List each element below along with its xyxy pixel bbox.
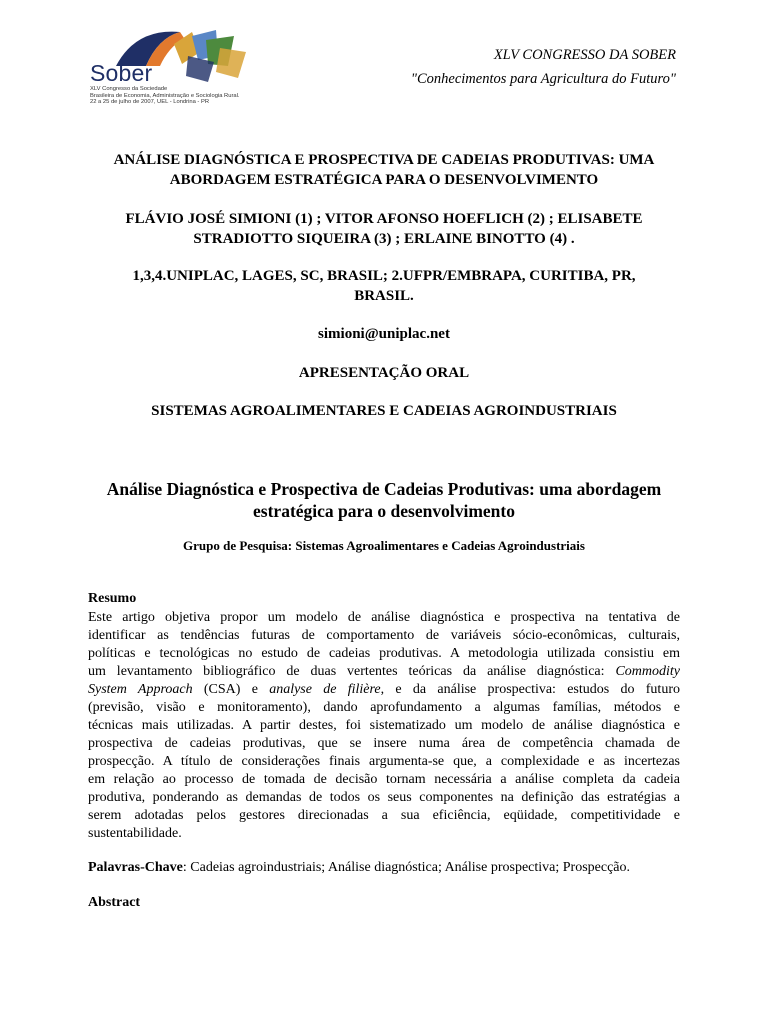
keywords [88,860,680,876]
affiliations: 1,3,4.UNIPLAC, LAGES, SC, BRASIL; 2.UFPR/EMBRAPA, CURITIBA, PR, BRASIL. [132,268,636,304]
resumo-line: serem adotadas pelos gestores direcionadas a sua eficiência, eqüidade, competitividade e [88,808,680,823]
sober-logo [88,26,268,114]
session-name: SISTEMAS AGROALIMENTARES E CADEIAS AGROINDUSTRIAIS [151,403,617,419]
resumo-heading: Resumo [88,591,137,606]
resumo-line: prospecção. A título de considerações finais argumenta-se que, a complexidade e as incertezas [88,754,680,769]
logo-name: Sober [90,60,153,86]
resumo-body [88,609,680,843]
resumo-line: políticas e tecnológicas no estudo de cadeias produtivas. A metodologia utilizada consistiu em [88,646,680,661]
keywords-text: : Cadeias agroindustriais; Análise diagnóstica; Análise prospectiva; Prospecção. [182,860,631,875]
resumo-line: Este artigo objetiva propor um modelo de análise diagnóstica e prospectiva na tentativa de [88,610,680,625]
author-email: simioni@uniplac.net [318,326,450,342]
resumo-line: prospectiva de cadeias produtivas, que se insere numa área de competência chamada de [88,736,680,751]
logo-subtitle: XLV Congresso da Sociedade Brasileira de Economia, Administração e Sociologia Rural. 22 a 25 de julho de 2007, UEL - Londrina - PR [90,86,240,106]
resumo-line: técnicas mais utilizadas. A partir destes, foi sistematizado um modelo de análise diagnóstica e [88,718,680,733]
keywords-label: Palavras-Chave [88,860,183,875]
conference-title: XLV CONGRESSO DA SOBER [493,47,676,63]
research-group: Grupo de Pesquisa: Sistemas Agroalimentares e Cadeias Agroindustriais [183,538,585,553]
resumo-line: em relação ao processo de tomada de decisão tornam necessária a análise completa da cadeia [88,772,680,787]
resumo-line: identificar as tendências futuras de comportamento de variáveis sócio-econômicas, culturais, [88,628,680,643]
presentation-type: APRESENTAÇÃO ORAL [298,365,470,381]
paper-title: Análise Diagnóstica e Prospectiva de Cadeias Produtivas: uma abordagem estratégica para o desenvolvimento [106,479,662,521]
conference-slogan: "Conhecimentos para Agricultura do Futuro" [410,71,676,87]
abstract-heading: Abstract [88,895,141,910]
authors: FLÁVIO JOSÉ SIMIONI (1) ; VITOR AFONSO HOEFLICH (2) ; ELISABETE STRADIOTTO SIQUEIRA (3) ; ERLAINE BINOTTO (4) . [125,211,643,247]
main-title: ANÁLISE DIAGNÓSTICA E PROSPECTIVA DE CADEIAS PRODUTIVAS: UMA ABORDAGEM ESTRATÉGICA PARA O DESENVOLVIMENTO [113,152,655,188]
resumo-line: (previsão, visão e monitoramento), dando aprofundamento a algumas famílias, métodos e [88,700,680,715]
resumo-line: sustentabilidade. [88,826,182,841]
resumo-line: um levantamento bibliográfico de duas vertentes teóricas da análise diagnóstica: Commodity [88,664,680,679]
resumo-line: produtiva, ponderando as demandas de todos os seus componentes na definição das estratégias a [88,790,680,805]
resumo-line: System Approach (CSA) e analyse de filière, e da análise prospectiva: estudos do futuro [88,682,680,697]
